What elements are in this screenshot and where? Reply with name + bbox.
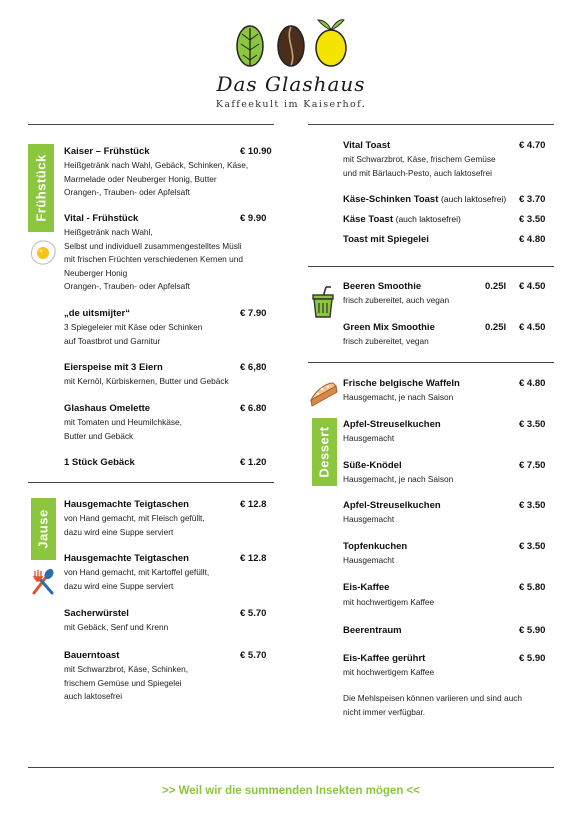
item-name: Käse Toast (auch laktosefrei) (343, 214, 461, 225)
item-description: von Hand gemacht, mit Kartoffel gefüllt, dazu wird eine Suppe serviert (64, 567, 210, 591)
item-name: Hausgemachte Teigtaschen (64, 499, 189, 510)
item-description: Heißgetränk nach Wahl, Selbst und individuell zusammengestelltes Müsli mit frischen Früchten verschiedenen Kernen und Neuberger Honig Orangen-, Trauben- oder Apfelsaft (64, 227, 243, 291)
item-price: € 3.70 (519, 194, 546, 205)
item-price: € 3.50 (519, 419, 546, 430)
item-price: € 4.80 (519, 234, 546, 245)
availability-note: Die Mehlspeisen können variieren und sind auch nicht immer verfügbar. (343, 693, 522, 717)
section-tab-dessert (312, 418, 336, 486)
item-price: € 5.70 (240, 608, 267, 619)
item-description: mit Tomaten und Heumilchkäse, Butter und Gebäck (64, 417, 182, 441)
item-description: Hausgemacht (343, 555, 395, 565)
section-line-jause (55, 498, 56, 560)
item-price: € 5.70 (240, 650, 267, 661)
item-price: € 10.90 (240, 146, 272, 157)
divider-smoothie (308, 266, 554, 267)
item-description: Heißgetränk nach Wahl, Gebäck, Schinken, Käse, Marmelade oder Neuberger Honig, Butter Orangen-, Trauben- oder Apfelsaft (64, 160, 249, 197)
section-line-fruehstueck (53, 144, 54, 232)
item-description: mit hochwertigem Kaffee (343, 597, 435, 607)
item-price: € 4.80 (519, 378, 546, 389)
item-name: Beerentraum (343, 625, 402, 636)
smoothie-icon (310, 285, 336, 319)
item-price: € 3.50 (519, 214, 546, 225)
item-name: Toast mit Spiegelei (343, 234, 429, 245)
item-price: € 6.80 (240, 403, 267, 414)
item-name: Eis-Kaffee (343, 582, 390, 593)
item-price: € 3.50 (519, 500, 546, 511)
brand-name: Das Glashaus (216, 72, 366, 96)
item-description: mit Schwarzbrot, Käse, frischem Gemüse und mit Bärlauch-Pesto, auch laktosefrei (343, 154, 496, 178)
item-description: Hausgemacht, je nach Saison (343, 392, 454, 402)
item-name: Hausgemachte Teigtaschen (64, 553, 189, 564)
item-name: Eierspeise mit 3 Eiern (64, 362, 163, 373)
divider-top-right (308, 124, 554, 125)
section-label-dessert: Dessert (316, 426, 332, 478)
item-description: Hausgemacht (343, 514, 395, 524)
item-price: € 4.50 (519, 322, 546, 333)
item-description: frisch zubereitet, auch vegan (343, 295, 450, 305)
item-name: Apfel-Streuselkuchen (343, 500, 441, 511)
item-volume: 0.25l (485, 322, 507, 333)
divider-top-left (28, 124, 274, 125)
item-description: mit hochwertigem Kaffee (343, 667, 435, 677)
item-price: € 4.70 (519, 140, 546, 151)
item-price: € 7.90 (240, 308, 267, 319)
item-price: € 5.80 (519, 582, 546, 593)
item-name: Glashaus Omelette (64, 403, 151, 414)
brand-tagline: Kaffeekult im Kaiserhof. (215, 99, 367, 110)
divider-dessert (308, 362, 554, 363)
divider-bottom (28, 767, 554, 768)
item-name: Sacherwürstel (64, 608, 129, 619)
item-name: Süße-Knödel (343, 460, 402, 471)
coffee-bean-icon (278, 26, 304, 66)
item-description: mit Schwarzbrot, Käse, Schinken, frischem Gemüse und Spiegelei auch laktosefrei (64, 664, 189, 701)
item-price: € 4.50 (519, 281, 546, 292)
lemon-icon (316, 20, 346, 66)
leaf-icon (237, 26, 263, 66)
item-price: € 5.90 (519, 653, 546, 664)
item-description: Hausgemacht, je nach Saison (343, 474, 454, 484)
section-label-fruehstueck: Frühstück (33, 154, 48, 222)
item-price: € 5.90 (519, 625, 546, 636)
item-description: frisch zubereitet, vegan (343, 336, 429, 346)
item-name: Kaiser – Frühstück (64, 146, 150, 157)
item-price: € 3.50 (519, 541, 546, 552)
item-name: Vital Toast (343, 140, 391, 151)
item-price: € 6,80 (240, 362, 267, 373)
item-name: „de uitsmijter“ (64, 308, 130, 319)
item-volume: 0.25l (485, 281, 507, 292)
item-name: Bauerntoast (64, 650, 120, 661)
item-price: € 1.20 (240, 457, 267, 468)
section-label-jause: Jause (35, 509, 51, 549)
item-description: 3 Spiegeleier mit Käse oder Schinken auf Toastbrot und Garnitur (64, 322, 203, 346)
item-name: Vital - Frühstück (64, 213, 139, 224)
item-price: € 12.8 (240, 499, 267, 510)
item-price: € 12.8 (240, 553, 267, 564)
fried-egg-icon (28, 238, 58, 268)
cake-slice-icon (308, 380, 340, 408)
footer-slogan: >> Weil wir die summenden Insekten mögen << (162, 785, 420, 797)
section-line-dessert (336, 418, 337, 486)
item-price: € 7.50 (519, 460, 546, 471)
item-name: 1 Stück Gebäck (64, 457, 135, 468)
section-tab-jause (31, 498, 55, 560)
item-name: Apfel-Streuselkuchen (343, 419, 441, 430)
section-tab-fruehstueck (28, 144, 53, 232)
item-description: von Hand gemacht, mit Fleisch gefüllt, dazu wird eine Suppe serviert (64, 513, 205, 537)
item-description: mit Gebäck, Senf und Krenn (64, 622, 169, 632)
item-name: Topfenkuchen (343, 541, 408, 552)
item-name: Käse-Schinken Toast (auch laktosefrei) (343, 194, 507, 205)
item-name: Beeren Smoothie (343, 281, 422, 292)
fork-spoon-icon (29, 568, 57, 596)
divider-jause (28, 482, 274, 483)
item-name: Eis-Kaffee gerührt (343, 653, 426, 664)
item-description: mit Kernöl, Kürbiskernen, Butter und Gebäck (64, 376, 229, 386)
item-price: € 9.90 (240, 213, 267, 224)
item-name: Green Mix Smoothie (343, 322, 435, 333)
item-name: Frische belgische Waffeln (343, 378, 460, 389)
item-description: Hausgemacht (343, 433, 395, 443)
